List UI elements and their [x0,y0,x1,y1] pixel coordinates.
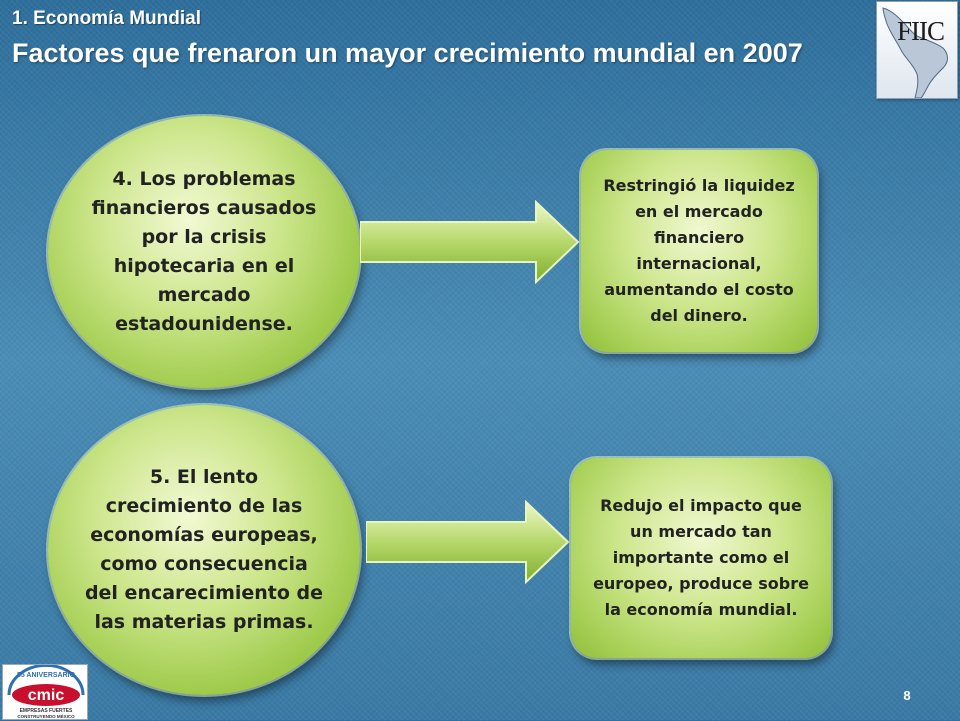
page-number: 8 [903,688,911,703]
section-label: 1. Economía Mundial [12,8,201,29]
arrow-right-icon [360,200,582,284]
cause-circle-5: 5. El lento crecimiento de las economías europeas, como consecuencia del encarecimiento de las materias primas. [48,405,360,695]
slide-title: Factores que frenaron un mayor crecimiento mundial en 2007 [12,38,803,68]
fiic-logo [876,1,958,99]
cmic-wordmark: cmic [27,687,65,704]
cmic-anniversary-text: 55 ANIVERSARIO [16,672,76,679]
cmic-emblem-icon [3,665,89,721]
cmic-tagline-2: CONSTRUYENDO MÉXICO [17,714,75,719]
cmic-logo [2,664,88,720]
fiic-logo-text: FIIC [897,16,945,46]
effect-box-5: Redujo el impacto que un mercado tan importante como el europeo, produce sobre la economía mundial. [571,458,831,658]
cmic-tagline-1: EMPRESAS FUERTES [19,708,73,714]
arrow-right-icon [366,500,572,584]
effect-box-4: Restringió la liquidez en el mercado financiero internacional, aumentando el costo del dinero. [581,150,817,352]
cause-circle-4: 4. Los problemas financieros causados por la crisis hipotecaria en el mercado estadounidense. [48,116,360,388]
